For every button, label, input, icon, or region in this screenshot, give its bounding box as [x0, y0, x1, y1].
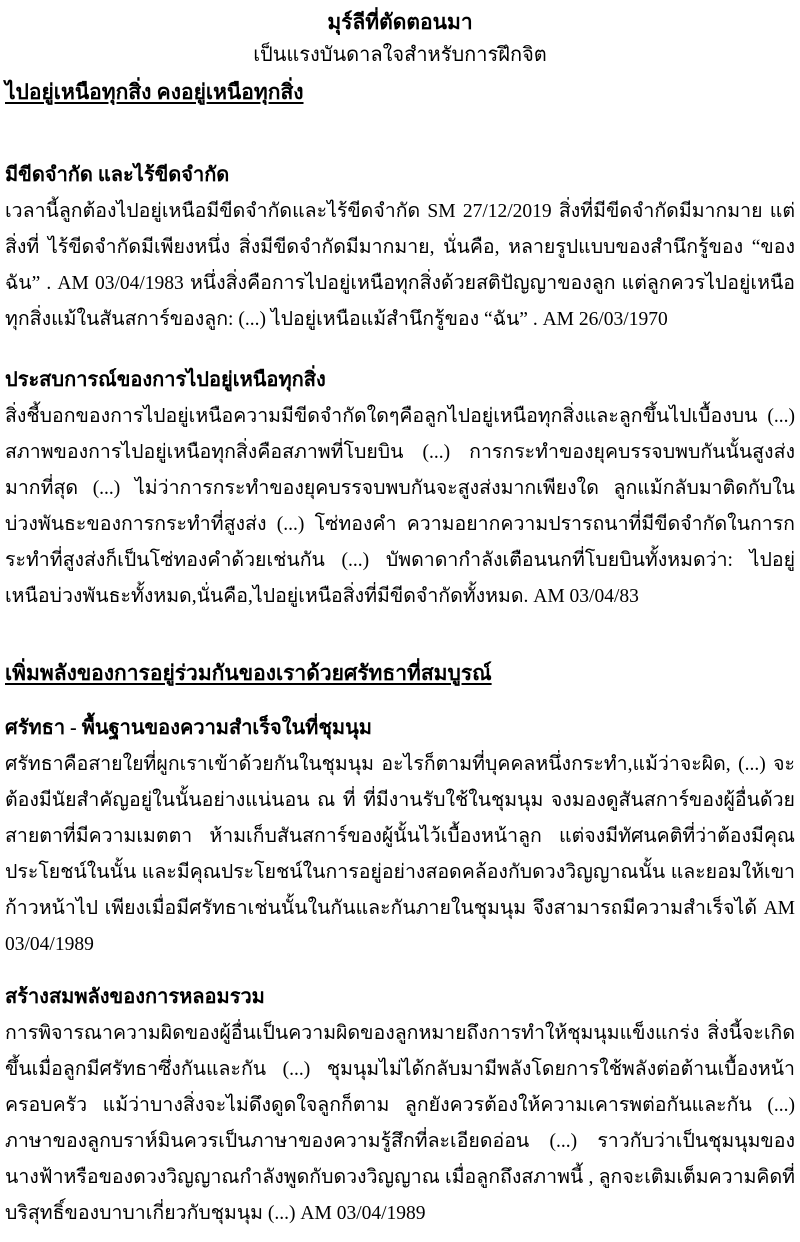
section-paragraph-faith-foundation: ศรัทธาคือสายใยที่ผูกเราเข้าด้วยกันในชุมนุม อะไรก็ตามที่บุคคลหนึ่งกระทำ,แม้ว่าจะผิด, (...) จะต้องมีนัยสำคัญอยู่ในนั้นอย่างแน่นอน ณ ที่ ที่มีงานรับใช้ในชุมนุม จงมองดูสันสการ์ของผู้อื่นด้วยสายตาที่มีความเมตตา ห้ามเก็บสันสการ์ของผู้นั้นไว้เบื้องหน้าลูก แต่จงมีทัศนคติที่ว่าต้องมีคุณประโยชน์ในนั้น และมีคุณประโยชน์ในการอยู่อย่างสอดคล้องกับดวงวิญญาณนั้น และยอมให้เขาก้าวหน้าไป เพียงเมื่อมีศรัทธาเช่นนั้นในกันและกันภายในชุมนุม จึงสามารถมีความสำเร็จได้ AM 03/04/1989: [5, 754, 795, 955]
section-paragraph-limited-unlimited: เวลานี้ลูกต้องไปอยู่เหนือมีขีดจำกัดและไร้ขีดจำกัด SM 27/12/2019 สิ่งที่มีขีดจำกัดมีมากมาย แต่สิ่งที่ ไร้ขีดจำกัดมีเพียงหนึ่ง สิ่งมีขีดจำกัดมีมากมาย, นั่นคือ, หลายรูปแบบของสำนึกรู้ของ “ของฉัน” . AM 03/04/1983 หนึ่งสิ่งคือการไปอยู่เหนือทุกสิ่งด้วยสติปัญญาของลูก แต่ลูกควรไปอยู่เหนือทุกสิ่งแม้ในสันสการ์ของลูก: (...) ไปอยู่เหนือแม้สำนึกรู้ของ “ฉัน” . AM 26/03/1970: [5, 201, 795, 330]
section-heading-experience-beyond: ประสบการณ์ของการไปอยู่เหนือทุกสิ่ง: [5, 369, 326, 391]
document-title: มุร์ลีที่ตัดตอนมา: [327, 10, 473, 34]
document-subtitle: เป็นแรงบันดาลใจสำหรับการฝึกจิต: [253, 44, 547, 66]
chapter-title-strengthen-gathering: เพิ่มพลังของการอยู่ร่วมกันของเราด้วยศรัทธาที่สมบูรณ์: [5, 661, 492, 685]
section-heading-collective-power: สร้างสมพลังของการหลอมรวม: [5, 986, 265, 1008]
chapter-title-beyond-everything: ไปอยู่เหนือทุกสิ่ง คงอยู่เหนือทุกสิ่ง: [5, 80, 304, 104]
section-paragraph-collective-power: การพิจารณาความผิดของผู้อื่นเป็นความผิดของลูกหมายถึงการทำให้ชุมนุมแข็งแกร่ง สิ่งนี้จะเกิดขึ้นเมื่อลูกมีศรัทธาซึ่งกันและกัน (...) ชุมนุมไม่ได้กลับมามีพลังโดยการใช้พลังต่อต้านเบื้องหน้าครอบครัว แม้ว่าบางสิ่งจะไม่ดึงดูดใจลูกก็ตาม ลูกยังควรต้องให้ความเคารพต่อกันและกัน (...) ภาษาของลูกบราห์มินควรเป็นภาษาของความรู้สึกที่ละเอียดอ่อน (...) ราวกับว่าเป็นชุมนุมของนางฟ้าหรือของดวงวิญญาณกำลังพูดกับดวงวิญญาณ เมื่อลูกถึงสภาพนี้ , ลูกจะเติมเต็มความคิดที่บริสุทธิ์ของบาบาเกี่ยวกับชุมนุม (...) AM 03/04/1989: [5, 1023, 795, 1224]
section-heading-faith-foundation: ศรัทธา - พื้นฐานของความสำเร็จในที่ชุมนุม: [5, 717, 372, 739]
section-heading-limited-unlimited: มีขีดจำกัด และไร้ขีดจำกัด: [5, 164, 230, 186]
section-paragraph-experience-beyond: สิ่งชี้บอกของการไปอยู่เหนือความมีขีดจำกัดใดๆคือลูกไปอยู่เหนือทุกสิ่งและลูกขึ้นไปเบื้องบน (...) สภาพของการไปอยู่เหนือทุกสิ่งคือสภาพที่โบยบิน (...) การกระทำของยุคบรรจบพบกันนั้นสูงส่งมากที่สุด (...) ไม่ว่าการกระทำของยุคบรรจบพบกันจะสูงส่งมากเพียงใด ลูกแม้กลับมาติดกับในบ่วงพันธะของการกระทำที่สูงส่ง (...) โซ่ทองคำ ความอยากความปรารถนาที่มีขีดจำกัดในการกระทำที่สูงส่งก็เป็นโซ่ทองคำด้วยเช่นกัน (...) บัพดาดากำลังเตือนนกที่โบยบินทั้งหมดว่า: ไปอยู่เหนือบ่วงพันธะทั้งหมด,นั่นคือ,ไปอยู่เหนือสิ่งที่มีขีดจำกัดทั้งหมด. AM 03/04/83: [5, 406, 795, 607]
